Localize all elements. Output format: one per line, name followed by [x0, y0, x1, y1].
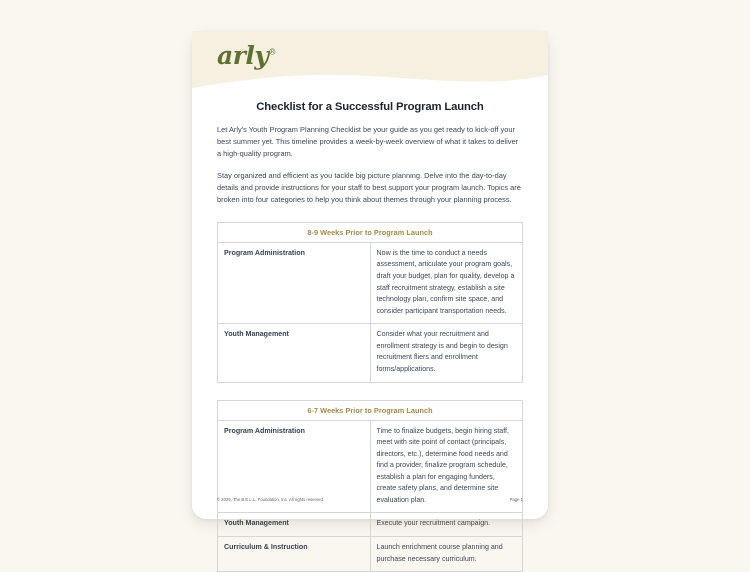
- intro-paragraph-2: Stay organized and efficient as you tackle big picture planning. Delve into the day-to-day details and provide instructions for your staff to best support your program launch. Topics are broken into four categories to help you think about themes through your planning process.: [217, 170, 521, 204]
- table-caption-row: [218, 222, 523, 242]
- table-row: [218, 242, 523, 323]
- arly-logo: [217, 43, 276, 68]
- table-caption: 8-9 Weeks Prior to Program Launch: [218, 222, 523, 242]
- page-title: Checklist for a Successful Program Launch: [256, 101, 484, 113]
- page-footer: [217, 497, 523, 502]
- footer-page-number: Page 1: [509, 497, 523, 502]
- row-category: Youth Management: [218, 324, 371, 382]
- table-row: [218, 537, 523, 572]
- row-category: Program Administration: [218, 242, 371, 323]
- row-description: Consider what your recruitment and enrollment strategy is and begin to design recruitment fliers and enrollment forms/applications.: [370, 324, 523, 382]
- row-category: Curriculum & Instruction: [218, 537, 371, 572]
- row-description: Time to finalize budgets, begin hiring staff, meet with site point of contact (principals, directors, etc.), determine food needs and find a provider, finalize program schedule, establish a plan for engaging funders, create safety plans, and determine site evaluation plan.: [370, 420, 523, 513]
- table-row: [218, 324, 523, 382]
- footer-copyright: © 2025, The B.E.L.L. Foundation, Inc. All rights reserved.: [217, 497, 325, 502]
- arly-trademark-icon: ®: [268, 47, 276, 57]
- arly-wordmark: arly: [217, 41, 269, 70]
- timeline-table-6-7-weeks: [217, 400, 523, 572]
- table-caption-row: [218, 400, 523, 420]
- row-category: Program Administration: [218, 420, 371, 513]
- timeline-table-8-9-weeks: [217, 222, 523, 383]
- row-description: Now is the time to conduct a needs assessment, articulate your program goals, draft your budget, plan for quality, develop a staff recruitment strategy, establish a site technology plan, confirm site space, and consider participant transportation needs.: [370, 242, 523, 323]
- page-header-band: [192, 31, 548, 93]
- row-description: Launch enrichment course planning and purchase necessary curriculum.: [370, 537, 523, 572]
- row-category: Youth Management: [218, 513, 371, 537]
- table-caption: 6-7 Weeks Prior to Program Launch: [218, 400, 523, 420]
- document-page: [192, 31, 548, 563]
- row-description: Execute your recruitment campaign.: [370, 513, 523, 537]
- table-row: [218, 513, 523, 537]
- intro-paragraph-1: Let Arly's Youth Program Planning Checklist be your guide as you get ready to kick-off your best summer yet. This timeline provides a week-by-week overview of what it takes to deliver a high-quality program.: [217, 125, 519, 158]
